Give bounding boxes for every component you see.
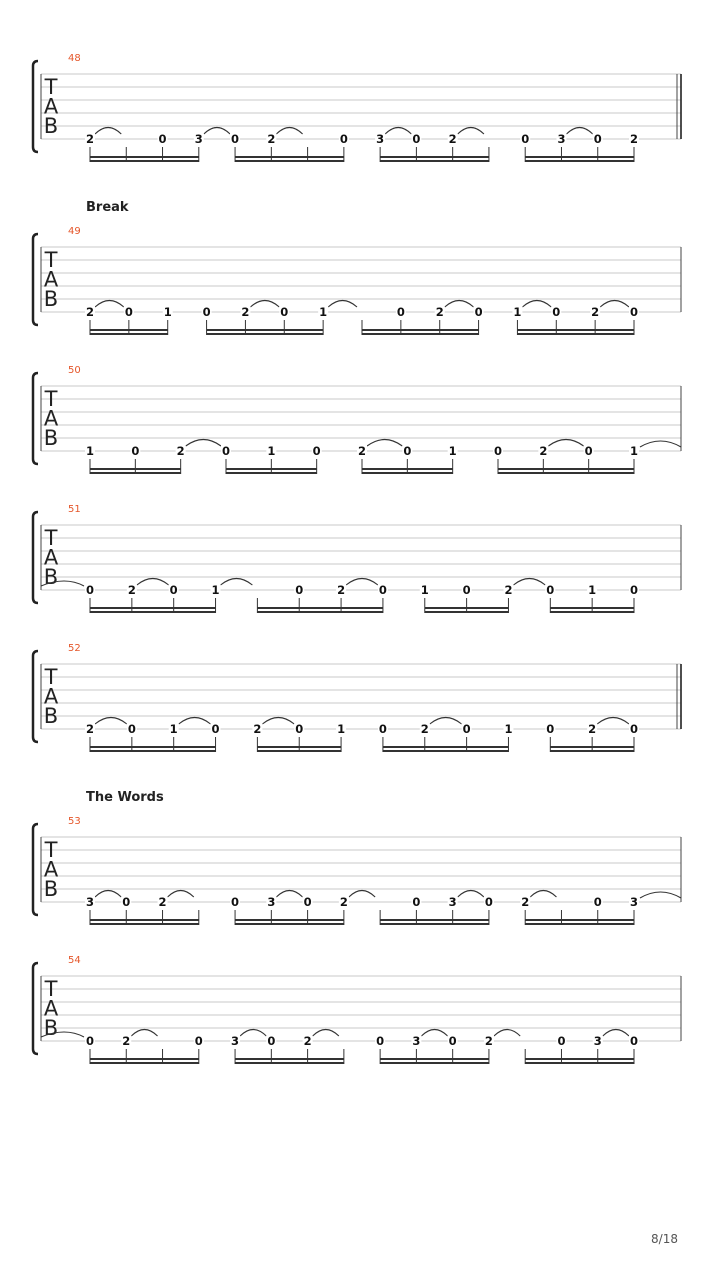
fret-number: 2 — [85, 722, 95, 736]
fret-number: 0 — [169, 583, 178, 597]
tie-out — [640, 441, 681, 447]
bar-number: 49 — [68, 226, 81, 237]
fret-number: 1 — [85, 444, 95, 458]
tab-letter: A — [43, 545, 59, 570]
fret-number: 0 — [378, 583, 387, 597]
fret-number: 1 — [169, 722, 178, 736]
slur — [597, 718, 629, 725]
fret-number: 0 — [521, 132, 530, 146]
fret-number: 2 — [484, 1034, 493, 1048]
slur — [458, 128, 484, 135]
fret-number: 0 — [546, 722, 555, 736]
slur — [548, 440, 583, 447]
fret-number: 3 — [85, 895, 95, 909]
tab-letter: A — [43, 406, 59, 431]
tab-letter: A — [43, 996, 59, 1021]
fret-number: 1 — [337, 722, 346, 736]
tab-letter: B — [43, 704, 59, 728]
tab-letter: B — [43, 1016, 59, 1040]
bar-number: 48 — [68, 53, 81, 64]
slur — [328, 301, 357, 308]
fret-number: 1 — [588, 583, 597, 597]
slur — [566, 128, 592, 135]
fret-number: 0 — [280, 305, 289, 319]
fret-number: 0 — [122, 895, 131, 909]
fret-number: 1 — [267, 444, 276, 458]
fret-number: 0 — [448, 1034, 457, 1048]
staff-system — [33, 643, 681, 752]
fret-number: 2 — [588, 722, 597, 736]
slur — [276, 891, 302, 898]
slur — [430, 718, 462, 725]
fret-number: 0 — [231, 895, 240, 909]
tab-letter: A — [43, 267, 59, 292]
fret-number: 0 — [85, 1034, 95, 1048]
fret-number: 0 — [629, 305, 639, 319]
tab-letter: T — [44, 838, 58, 862]
fret-number: 2 — [303, 1034, 312, 1048]
bar-number: 51 — [68, 504, 81, 515]
slur — [240, 1030, 266, 1037]
slur — [131, 1030, 157, 1037]
tab-letter: B — [43, 565, 59, 589]
slur — [445, 301, 474, 308]
slur — [204, 128, 230, 135]
bar-number: 54 — [68, 955, 81, 966]
fret-number: 2 — [241, 305, 250, 319]
fret-number: 3 — [629, 895, 639, 909]
system-bracket — [33, 373, 38, 464]
staff-system — [33, 790, 681, 925]
slur — [522, 301, 551, 308]
fret-number: 0 — [124, 305, 133, 319]
slur — [262, 718, 294, 725]
slur — [221, 579, 253, 586]
slur — [600, 301, 629, 308]
slur — [168, 891, 194, 898]
tab-letter: A — [43, 857, 59, 882]
fret-number: 1 — [513, 305, 522, 319]
slur — [530, 891, 556, 898]
slur — [186, 440, 221, 447]
fret-number: 0 — [412, 895, 421, 909]
fret-number: 0 — [211, 722, 220, 736]
fret-number: 0 — [231, 132, 240, 146]
section-label: Break — [86, 200, 129, 215]
system-bracket — [33, 512, 38, 603]
tab-letter: B — [43, 287, 59, 311]
slur — [513, 579, 545, 586]
fret-number: 1 — [163, 305, 172, 319]
tab-letter: T — [44, 75, 58, 99]
fret-number: 0 — [376, 1034, 385, 1048]
fret-number: 0 — [339, 132, 348, 146]
fret-number: 2 — [122, 1034, 131, 1048]
bar-number: 53 — [68, 816, 81, 827]
fret-number: 0 — [85, 583, 95, 597]
slur — [95, 718, 127, 725]
fret-number: 0 — [312, 444, 321, 458]
system-bracket — [33, 824, 38, 915]
fret-number: 0 — [474, 305, 483, 319]
staff-system — [33, 955, 681, 1064]
fret-number: 0 — [221, 444, 231, 458]
system-bracket — [33, 234, 38, 325]
staff-system — [33, 365, 681, 474]
fret-number: 0 — [584, 444, 593, 458]
fret-number: 2 — [176, 444, 185, 458]
fret-number: 3 — [593, 1034, 602, 1048]
fret-number: 0 — [546, 583, 555, 597]
fret-number: 0 — [462, 722, 471, 736]
fret-number: 2 — [158, 895, 167, 909]
fret-number: 3 — [376, 132, 385, 146]
fret-number: 2 — [539, 444, 548, 458]
fret-number: 1 — [504, 722, 513, 736]
fret-number: 1 — [319, 305, 328, 319]
fret-number: 2 — [337, 583, 346, 597]
fret-number: 3 — [267, 895, 276, 909]
fret-number: 0 — [396, 305, 405, 319]
fret-number: 2 — [591, 305, 600, 319]
fret-number: 0 — [194, 1034, 203, 1048]
fret-number: 3 — [448, 895, 457, 909]
system-bracket — [33, 61, 38, 152]
slur — [276, 128, 302, 135]
fret-number: 2 — [339, 895, 348, 909]
tab-letter: B — [43, 114, 59, 138]
fret-number: 1 — [211, 583, 220, 597]
system-bracket — [33, 651, 38, 742]
fret-number: 0 — [462, 583, 471, 597]
tab-letter: T — [44, 526, 58, 550]
slur — [95, 891, 121, 898]
slur — [349, 891, 375, 898]
slur — [367, 440, 402, 447]
tab-letter: T — [44, 248, 58, 272]
fret-number: 2 — [448, 132, 457, 146]
fret-number: 0 — [267, 1034, 276, 1048]
fret-number: 2 — [253, 722, 262, 736]
fret-number: 1 — [629, 444, 639, 458]
fret-number: 1 — [448, 444, 457, 458]
slur — [458, 891, 484, 898]
tab-letter: B — [43, 877, 59, 901]
fret-number: 2 — [521, 895, 530, 909]
fret-number: 0 — [593, 895, 602, 909]
slur — [494, 1030, 520, 1037]
fret-number: 3 — [231, 1034, 240, 1048]
fret-number: 1 — [420, 583, 429, 597]
fret-number: 2 — [420, 722, 429, 736]
fret-number: 0 — [295, 583, 304, 597]
fret-number: 0 — [412, 132, 421, 146]
fret-number: 0 — [552, 305, 561, 319]
fret-number: 0 — [378, 722, 387, 736]
tab-letter: T — [44, 977, 58, 1001]
fret-number: 3 — [412, 1034, 421, 1048]
slur — [250, 301, 279, 308]
slur — [603, 1030, 629, 1037]
slur — [179, 718, 211, 725]
fret-number: 2 — [435, 305, 444, 319]
fret-number: 0 — [629, 583, 639, 597]
fret-number: 3 — [194, 132, 203, 146]
staff-system — [33, 53, 681, 162]
slur — [313, 1030, 339, 1037]
fret-number: 0 — [493, 444, 503, 458]
bar-number: 50 — [68, 365, 81, 376]
tab-letter: T — [44, 665, 58, 689]
page-number: 8/18 — [651, 1232, 678, 1246]
staff-system — [33, 504, 681, 613]
fret-number: 0 — [484, 895, 493, 909]
slur — [95, 301, 124, 308]
fret-number: 0 — [593, 132, 602, 146]
fret-number: 2 — [629, 132, 639, 146]
slur — [95, 128, 121, 135]
fret-number: 0 — [295, 722, 304, 736]
fret-number: 2 — [357, 444, 367, 458]
slur — [137, 579, 169, 586]
fret-number: 2 — [504, 583, 513, 597]
fret-number: 0 — [557, 1034, 566, 1048]
slur — [421, 1030, 447, 1037]
fret-number: 0 — [131, 444, 140, 458]
bar-number: 52 — [68, 643, 81, 654]
fret-number: 2 — [127, 583, 136, 597]
fret-number: 2 — [267, 132, 276, 146]
fret-number: 0 — [127, 722, 136, 736]
tab-letter: A — [43, 94, 59, 119]
fret-number: 0 — [629, 1034, 639, 1048]
slur — [385, 128, 411, 135]
slur — [346, 579, 378, 586]
fret-number: 2 — [85, 132, 95, 146]
tab-letter: B — [43, 426, 59, 450]
fret-number: 0 — [202, 305, 211, 319]
fret-number: 0 — [158, 132, 167, 146]
tab-letter: T — [44, 387, 58, 411]
fret-number: 3 — [557, 132, 566, 146]
system-bracket — [33, 963, 38, 1054]
section-label: The Words — [86, 790, 164, 805]
fret-number: 0 — [629, 722, 639, 736]
fret-number: 0 — [303, 895, 312, 909]
tab-letter: A — [43, 684, 59, 709]
tie-out — [640, 892, 681, 898]
staff-system — [33, 200, 681, 335]
fret-number: 2 — [85, 305, 95, 319]
fret-number: 0 — [403, 444, 412, 458]
